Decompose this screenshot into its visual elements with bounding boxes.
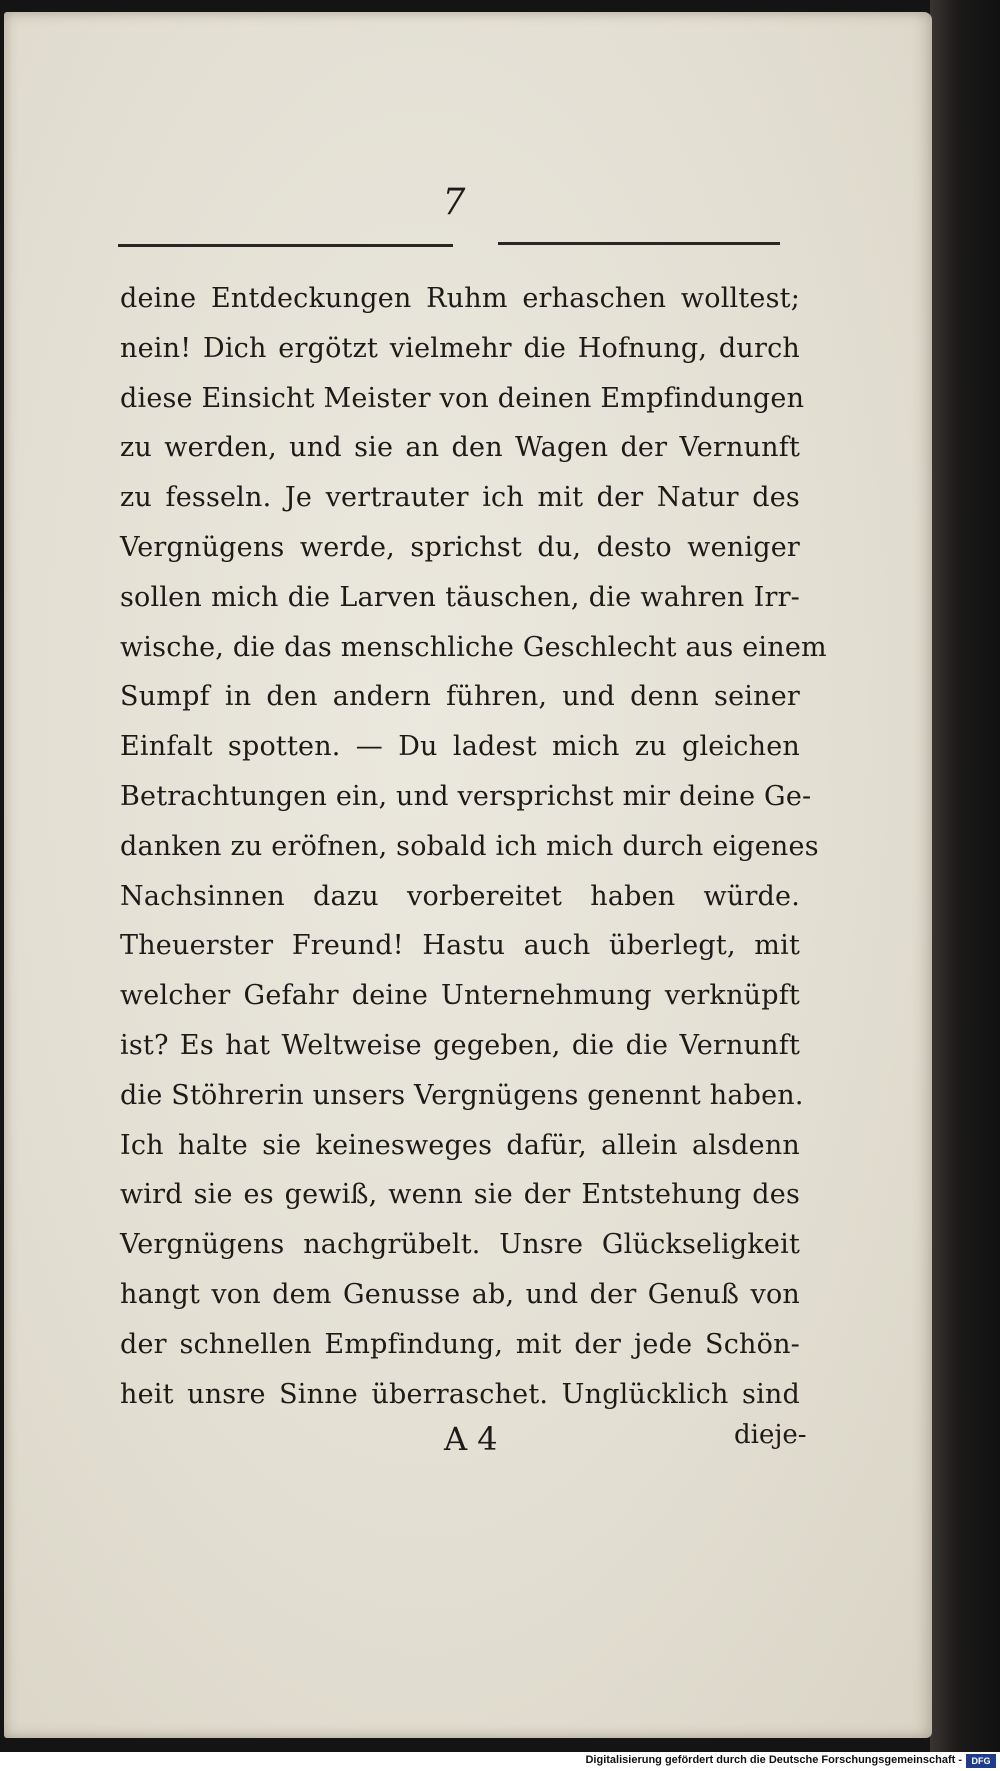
- text-line: nein! Dich ergötzt vielmehr die Hofnung, durch: [120, 332, 800, 364]
- text-line: welcher Gefahr deine Unternehmung verknüpft: [120, 980, 800, 1012]
- text-line: ist? Es hat Weltweise gegeben, die die Vernunft: [120, 1029, 800, 1061]
- text-line: deine Entdeckungen Ruhm erhaschen wolltest;: [120, 283, 800, 314]
- signature-mark: A 4: [444, 1420, 498, 1458]
- text-line: zu werden, und sie an den Wagen der Vernunft: [120, 432, 800, 464]
- text-line: wische, die das menschliche Geschlecht aus einem: [120, 631, 827, 663]
- text-line: Theuerster Freund! Hastu auch überlegt, mit: [120, 930, 800, 962]
- page-number: 7: [442, 182, 466, 223]
- text-line: Sumpf in den andern führen, und denn seiner: [120, 681, 800, 713]
- text-line: diese Einsicht Meister von deinen Empfindungen: [120, 382, 805, 414]
- text-line: hangt von dem Genusse ab, und der Genuß von: [120, 1278, 800, 1310]
- text-line: Betrachtungen ein, und versprichst mir deine Ge-: [120, 780, 812, 812]
- scanner-bed-edge: [930, 0, 1000, 1771]
- body-text: [120, 274, 827, 1419]
- text-line: Vergnügens nachgrübelt. Unsre Glückseligkeit: [120, 1229, 800, 1261]
- header-rule-line-left: [118, 244, 453, 247]
- text-line: Nachsinnen dazu vorbereitet haben würde.: [120, 880, 800, 912]
- text-line: Einfalt spotten. — Du ladest mich zu gleichen: [120, 731, 800, 763]
- book-page: [4, 12, 932, 1738]
- text-line: danken zu eröfnen, sobald ich mich durch eigenes: [120, 830, 819, 862]
- funding-credit: Digitalisierung gefördert durch die Deutsche Forschungsgemeinschaft -: [585, 1754, 962, 1766]
- text-line: zu fesseln. Je vertrauter ich mit der Natur des: [120, 482, 800, 514]
- header-rule: [118, 241, 780, 251]
- dfg-logo: DFG: [966, 1754, 996, 1768]
- text-line: wird sie es gewiß, wenn sie der Entstehung des: [120, 1179, 800, 1211]
- text-line: heit unsre Sinne überraschet. Unglücklich sind: [120, 1378, 800, 1410]
- text-line: Vergnügens werde, sprichst du, desto weniger: [120, 531, 800, 563]
- catchword: dieje-: [734, 1420, 807, 1450]
- text-line: Ich halte sie keinesweges dafür, allein alsdenn: [120, 1129, 800, 1161]
- header-rule-line-right: [498, 242, 780, 245]
- text-line: sollen mich die Larven täuschen, die wahren Irr-: [120, 581, 800, 613]
- text-line: die Stöhrerin unsers Vergnügens genennt haben.: [120, 1079, 804, 1111]
- text-line: der schnellen Empfindung, mit der jede Schön-: [120, 1328, 800, 1360]
